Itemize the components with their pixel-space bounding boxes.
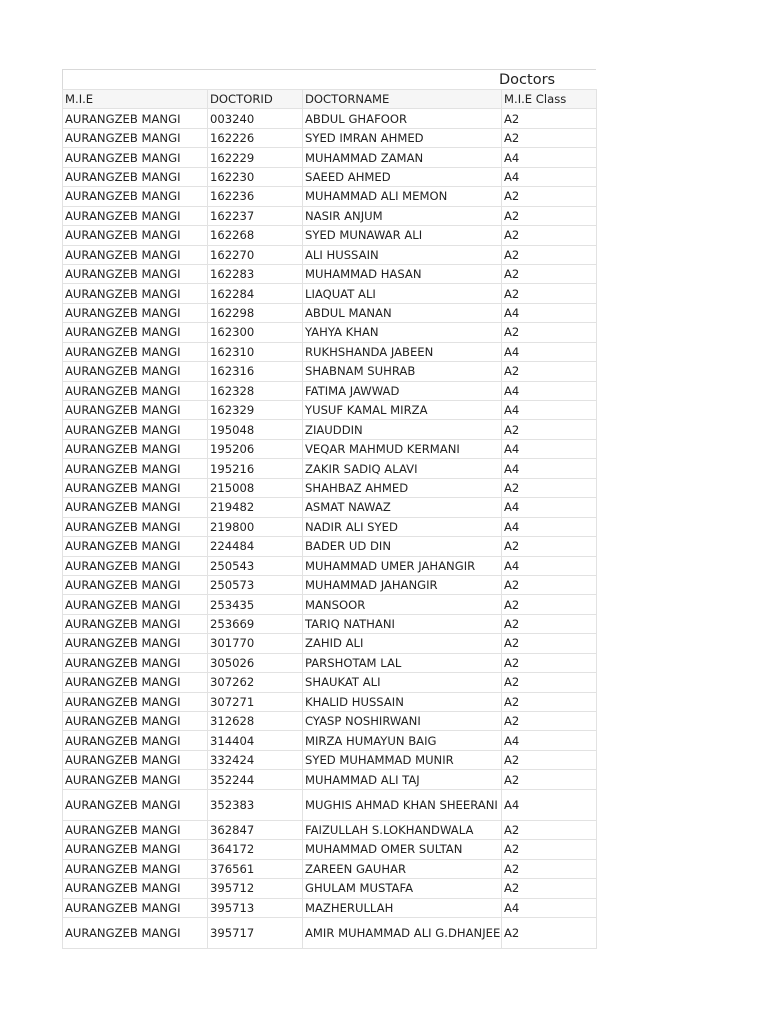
cell-doctor-name[interactable]: VEQAR MAHMUD KERMANI (303, 439, 502, 458)
cell-mie-class[interactable]: A2 (502, 614, 597, 633)
table-row (63, 614, 597, 633)
cell-mie[interactable]: AURANGZEB MANGI (63, 381, 208, 400)
cell-mie-class[interactable]: A2 (502, 575, 597, 594)
table-row (63, 898, 597, 917)
column-header-doctorname[interactable]: DOCTORNAME (303, 90, 502, 109)
cell-doctor-name[interactable]: NASIR ANJUM (303, 206, 502, 225)
table-row (63, 381, 597, 400)
cell-doctor-id[interactable]: 162268 (208, 226, 303, 245)
cell-doctor-id[interactable]: 314404 (208, 731, 303, 750)
cell-mie[interactable]: AURANGZEB MANGI (63, 712, 208, 731)
cell-mie-class[interactable]: A2 (502, 712, 597, 731)
table-row (63, 859, 597, 878)
table-row (63, 712, 597, 731)
table-row (63, 673, 597, 692)
cell-doctor-id[interactable]: 195048 (208, 420, 303, 439)
cell-doctor-name[interactable]: MUHAMMAD UMER JAHANGIR (303, 556, 502, 575)
cell-doctor-id[interactable]: 332424 (208, 750, 303, 769)
cell-doctor-name[interactable]: BADER UD DIN (303, 537, 502, 556)
cell-doctor-id[interactable]: 162316 (208, 362, 303, 381)
header-row (63, 90, 597, 109)
cell-mie[interactable]: AURANGZEB MANGI (63, 517, 208, 536)
table-row (63, 264, 597, 283)
table-row (63, 653, 597, 672)
cell-doctor-name[interactable]: ZIAUDDIN (303, 420, 502, 439)
table-row (63, 575, 597, 594)
cell-doctor-name[interactable]: CYASP NOSHIRWANI (303, 712, 502, 731)
cell-mie[interactable]: AURANGZEB MANGI (63, 167, 208, 186)
cell-doctor-name[interactable]: MIRZA HUMAYUN BAIG (303, 731, 502, 750)
cell-mie[interactable]: AURANGZEB MANGI (63, 556, 208, 575)
cell-doctor-name[interactable]: SYED IMRAN AHMED (303, 128, 502, 147)
cell-doctor-name[interactable]: SYED MUHAMMAD MUNIR (303, 750, 502, 769)
table-row (63, 439, 597, 458)
cell-mie[interactable]: AURANGZEB MANGI (63, 401, 208, 420)
cell-mie[interactable]: AURANGZEB MANGI (63, 537, 208, 556)
cell-doctor-name[interactable]: YAHYA KHAN (303, 323, 502, 342)
cell-mie[interactable]: AURANGZEB MANGI (63, 187, 208, 206)
cell-doctor-id[interactable]: 162237 (208, 206, 303, 225)
cell-mie-class[interactable]: A2 (502, 226, 597, 245)
table-row (63, 692, 597, 711)
cell-mie-class[interactable]: A2 (502, 917, 597, 948)
cell-mie-class[interactable]: A2 (502, 206, 597, 225)
cell-mie[interactable]: AURANGZEB MANGI (63, 206, 208, 225)
cell-mie-class[interactable]: A4 (502, 439, 597, 458)
cell-doctor-id[interactable]: 376561 (208, 859, 303, 878)
cell-mie[interactable]: AURANGZEB MANGI (63, 323, 208, 342)
table-row (63, 731, 597, 750)
cell-doctor-name[interactable]: FATIMA JAWWAD (303, 381, 502, 400)
cell-mie[interactable]: AURANGZEB MANGI (63, 879, 208, 898)
cell-mie[interactable]: AURANGZEB MANGI (63, 840, 208, 859)
cell-doctor-name[interactable]: KHALID HUSSAIN (303, 692, 502, 711)
table-row (63, 478, 597, 497)
cell-mie[interactable]: AURANGZEB MANGI (63, 898, 208, 917)
cell-mie-class[interactable]: A2 (502, 362, 597, 381)
cell-doctor-id[interactable]: 162226 (208, 128, 303, 147)
table-row (63, 342, 597, 361)
table-row (63, 362, 597, 381)
cell-doctor-name[interactable]: SHAHBAZ AHMED (303, 478, 502, 497)
cell-mie[interactable]: AURANGZEB MANGI (63, 459, 208, 478)
column-header-mie-class[interactable]: M.I.E Class (502, 90, 597, 109)
cell-mie[interactable]: AURANGZEB MANGI (63, 750, 208, 769)
table-row (63, 517, 597, 536)
cell-mie-class[interactable]: A2 (502, 692, 597, 711)
cell-doctor-id[interactable]: 362847 (208, 820, 303, 839)
cell-doctor-id[interactable]: 352244 (208, 770, 303, 789)
doctors-sheet (62, 69, 596, 949)
cell-doctor-name[interactable]: AMIR MUHAMMAD ALI G.DHANJEE (303, 917, 502, 948)
cell-doctor-id[interactable]: 250543 (208, 556, 303, 575)
cell-mie-class[interactable]: A2 (502, 109, 597, 128)
cell-doctor-id[interactable]: 162229 (208, 148, 303, 167)
cell-doctor-name[interactable]: ABDUL GHAFOOR (303, 109, 502, 128)
cell-doctor-id[interactable]: 162270 (208, 245, 303, 264)
doctors-table (62, 89, 597, 949)
cell-doctor-id[interactable]: 219482 (208, 498, 303, 517)
table-row (63, 323, 597, 342)
table-row (63, 917, 597, 948)
table-row (63, 459, 597, 478)
cell-doctor-id[interactable]: 195216 (208, 459, 303, 478)
cell-mie-class[interactable]: A4 (502, 167, 597, 186)
cell-mie-class[interactable]: A2 (502, 750, 597, 769)
cell-doctor-id[interactable]: 162284 (208, 284, 303, 303)
cell-mie[interactable]: AURANGZEB MANGI (63, 420, 208, 439)
cell-doctor-name[interactable]: NADIR ALI SYED (303, 517, 502, 536)
cell-doctor-name[interactable]: LIAQUAT ALI (303, 284, 502, 303)
cell-mie-class[interactable]: A4 (502, 303, 597, 322)
cell-mie-class[interactable]: A2 (502, 879, 597, 898)
cell-mie-class[interactable]: A2 (502, 859, 597, 878)
cell-mie-class[interactable]: A2 (502, 420, 597, 439)
cell-doctor-id[interactable]: 162310 (208, 342, 303, 361)
cell-mie-class[interactable]: A2 (502, 595, 597, 614)
cell-doctor-id[interactable]: 215008 (208, 478, 303, 497)
cell-doctor-id[interactable]: 253435 (208, 595, 303, 614)
cell-mie[interactable]: AURANGZEB MANGI (63, 362, 208, 381)
cell-mie-class[interactable]: A2 (502, 264, 597, 283)
cell-doctor-id[interactable]: 312628 (208, 712, 303, 731)
cell-doctor-name[interactable]: SYED MUNAWAR ALI (303, 226, 502, 245)
cell-doctor-id[interactable]: 395712 (208, 879, 303, 898)
cell-mie[interactable]: AURANGZEB MANGI (63, 284, 208, 303)
cell-doctor-id[interactable]: 395717 (208, 917, 303, 948)
table-row (63, 537, 597, 556)
cell-mie-class[interactable]: A4 (502, 898, 597, 917)
cell-mie-class[interactable]: A2 (502, 284, 597, 303)
cell-doctor-name[interactable]: TARIQ NATHANI (303, 614, 502, 633)
table-row (63, 245, 597, 264)
sheet-title-row (62, 69, 596, 89)
table-row (63, 840, 597, 859)
cell-mie-class[interactable]: A4 (502, 148, 597, 167)
table-row (63, 148, 597, 167)
cell-doctor-id[interactable]: 250573 (208, 575, 303, 594)
table-row (63, 187, 597, 206)
cell-mie[interactable]: AURANGZEB MANGI (63, 478, 208, 497)
table-row (63, 556, 597, 575)
cell-mie[interactable]: AURANGZEB MANGI (63, 731, 208, 750)
table-row (63, 634, 597, 653)
cell-mie[interactable]: AURANGZEB MANGI (63, 859, 208, 878)
table-row (63, 498, 597, 517)
cell-doctor-id[interactable]: 305026 (208, 653, 303, 672)
cell-mie[interactable]: AURANGZEB MANGI (63, 770, 208, 789)
cell-doctor-name[interactable]: FAIZULLAH S.LOKHANDWALA (303, 820, 502, 839)
cell-doctor-id[interactable]: 162329 (208, 401, 303, 420)
column-header-doctorid[interactable]: DOCTORID (208, 90, 303, 109)
table-row (63, 167, 597, 186)
cell-doctor-name[interactable]: MUGHIS AHMAD KHAN SHEERANI (303, 789, 502, 820)
cell-doctor-id[interactable]: 352383 (208, 789, 303, 820)
cell-doctor-id[interactable]: 162298 (208, 303, 303, 322)
cell-mie[interactable]: AURANGZEB MANGI (63, 245, 208, 264)
cell-doctor-id[interactable]: 162300 (208, 323, 303, 342)
cell-mie[interactable]: AURANGZEB MANGI (63, 614, 208, 633)
cell-mie-class[interactable]: A4 (502, 459, 597, 478)
table-row (63, 770, 597, 789)
table-row (63, 750, 597, 769)
cell-doctor-id[interactable]: 162328 (208, 381, 303, 400)
cell-mie[interactable]: AURANGZEB MANGI (63, 575, 208, 594)
cell-mie-class[interactable]: A2 (502, 537, 597, 556)
cell-doctor-name[interactable]: ZAHID ALI (303, 634, 502, 653)
cell-mie-class[interactable]: A2 (502, 128, 597, 147)
sheet-title: Doctors (499, 72, 556, 88)
cell-doctor-name[interactable]: RUKHSHANDA JABEEN (303, 342, 502, 361)
table-row (63, 879, 597, 898)
cell-mie-class[interactable]: A4 (502, 731, 597, 750)
cell-doctor-name[interactable]: MANSOOR (303, 595, 502, 614)
cell-doctor-id[interactable]: 307262 (208, 673, 303, 692)
cell-mie-class[interactable]: A2 (502, 673, 597, 692)
cell-doctor-name[interactable]: GHULAM MUSTAFA (303, 879, 502, 898)
cell-mie[interactable]: AURANGZEB MANGI (63, 692, 208, 711)
cell-mie[interactable]: AURANGZEB MANGI (63, 109, 208, 128)
cell-doctor-id[interactable]: 162236 (208, 187, 303, 206)
cell-doctor-name[interactable]: ABDUL MANAN (303, 303, 502, 322)
table-row (63, 109, 597, 128)
cell-doctor-name[interactable]: MUHAMMAD HASAN (303, 264, 502, 283)
table-row (63, 226, 597, 245)
cell-mie[interactable]: AURANGZEB MANGI (63, 673, 208, 692)
cell-mie-class[interactable]: A2 (502, 653, 597, 672)
table-row (63, 595, 597, 614)
cell-mie[interactable]: AURANGZEB MANGI (63, 342, 208, 361)
cell-doctor-id[interactable]: 224484 (208, 537, 303, 556)
cell-mie-class[interactable]: A2 (502, 187, 597, 206)
cell-doctor-name[interactable]: SAEED AHMED (303, 167, 502, 186)
cell-mie[interactable]: AURANGZEB MANGI (63, 634, 208, 653)
cell-doctor-name[interactable]: SHABNAM SUHRAB (303, 362, 502, 381)
cell-doctor-name[interactable]: MUHAMMAD JAHANGIR (303, 575, 502, 594)
table-row (63, 420, 597, 439)
cell-mie-class[interactable]: A2 (502, 245, 597, 264)
table-row (63, 284, 597, 303)
cell-doctor-id[interactable]: 003240 (208, 109, 303, 128)
cell-doctor-name[interactable]: PARSHOTAM LAL (303, 653, 502, 672)
table-row (63, 206, 597, 225)
cell-mie[interactable]: AURANGZEB MANGI (63, 789, 208, 820)
cell-mie[interactable]: AURANGZEB MANGI (63, 498, 208, 517)
cell-doctor-id[interactable]: 364172 (208, 840, 303, 859)
cell-doctor-name[interactable]: SHAUKAT ALI (303, 673, 502, 692)
cell-mie-class[interactable]: A2 (502, 323, 597, 342)
cell-doctor-id[interactable]: 395713 (208, 898, 303, 917)
cell-mie[interactable]: AURANGZEB MANGI (63, 303, 208, 322)
cell-doctor-name[interactable]: MUHAMMAD ZAMAN (303, 148, 502, 167)
cell-mie[interactable]: AURANGZEB MANGI (63, 128, 208, 147)
cell-doctor-name[interactable]: MUHAMMAD ALI MEMON (303, 187, 502, 206)
cell-mie-class[interactable]: A4 (502, 517, 597, 536)
cell-mie[interactable]: AURANGZEB MANGI (63, 820, 208, 839)
table-row (63, 303, 597, 322)
table-row (63, 401, 597, 420)
cell-mie[interactable]: AURANGZEB MANGI (63, 226, 208, 245)
cell-mie-class[interactable]: A4 (502, 401, 597, 420)
cell-mie[interactable]: AURANGZEB MANGI (63, 917, 208, 948)
cell-doctor-id[interactable]: 162283 (208, 264, 303, 283)
cell-mie-class[interactable]: A2 (502, 478, 597, 497)
cell-doctor-id[interactable]: 301770 (208, 634, 303, 653)
cell-mie-class[interactable]: A4 (502, 556, 597, 575)
cell-mie[interactable]: AURANGZEB MANGI (63, 148, 208, 167)
cell-doctor-name[interactable]: ZAREEN GAUHAR (303, 859, 502, 878)
cell-mie-class[interactable]: A4 (502, 789, 597, 820)
cell-doctor-id[interactable]: 219800 (208, 517, 303, 536)
cell-mie-class[interactable]: A2 (502, 840, 597, 859)
cell-doctor-name[interactable]: YUSUF KAMAL MIRZA (303, 401, 502, 420)
table-row (63, 789, 597, 820)
table-row (63, 820, 597, 839)
cell-doctor-id[interactable]: 195206 (208, 439, 303, 458)
cell-mie-class[interactable]: A2 (502, 820, 597, 839)
column-header-mie[interactable]: M.I.E (63, 90, 208, 109)
cell-mie[interactable]: AURANGZEB MANGI (63, 264, 208, 283)
cell-mie[interactable]: AURANGZEB MANGI (63, 653, 208, 672)
cell-mie[interactable]: AURANGZEB MANGI (63, 595, 208, 614)
cell-doctor-name[interactable]: MUHAMMAD ALI TAJ (303, 770, 502, 789)
cell-mie[interactable]: AURANGZEB MANGI (63, 439, 208, 458)
cell-doctor-id[interactable]: 162230 (208, 167, 303, 186)
cell-mie-class[interactable]: A4 (502, 381, 597, 400)
cell-doctor-name[interactable]: MUHAMMAD OMER SULTAN (303, 840, 502, 859)
cell-doctor-name[interactable]: MAZHERULLAH (303, 898, 502, 917)
cell-doctor-name[interactable]: ASMAT NAWAZ (303, 498, 502, 517)
cell-mie-class[interactable]: A2 (502, 634, 597, 653)
cell-doctor-name[interactable]: ALI HUSSAIN (303, 245, 502, 264)
cell-doctor-id[interactable]: 253669 (208, 614, 303, 633)
cell-mie-class[interactable]: A4 (502, 342, 597, 361)
cell-doctor-id[interactable]: 307271 (208, 692, 303, 711)
cell-doctor-name[interactable]: ZAKIR SADIQ ALAVI (303, 459, 502, 478)
cell-mie-class[interactable]: A4 (502, 498, 597, 517)
table-row (63, 128, 597, 147)
cell-mie-class[interactable]: A2 (502, 770, 597, 789)
